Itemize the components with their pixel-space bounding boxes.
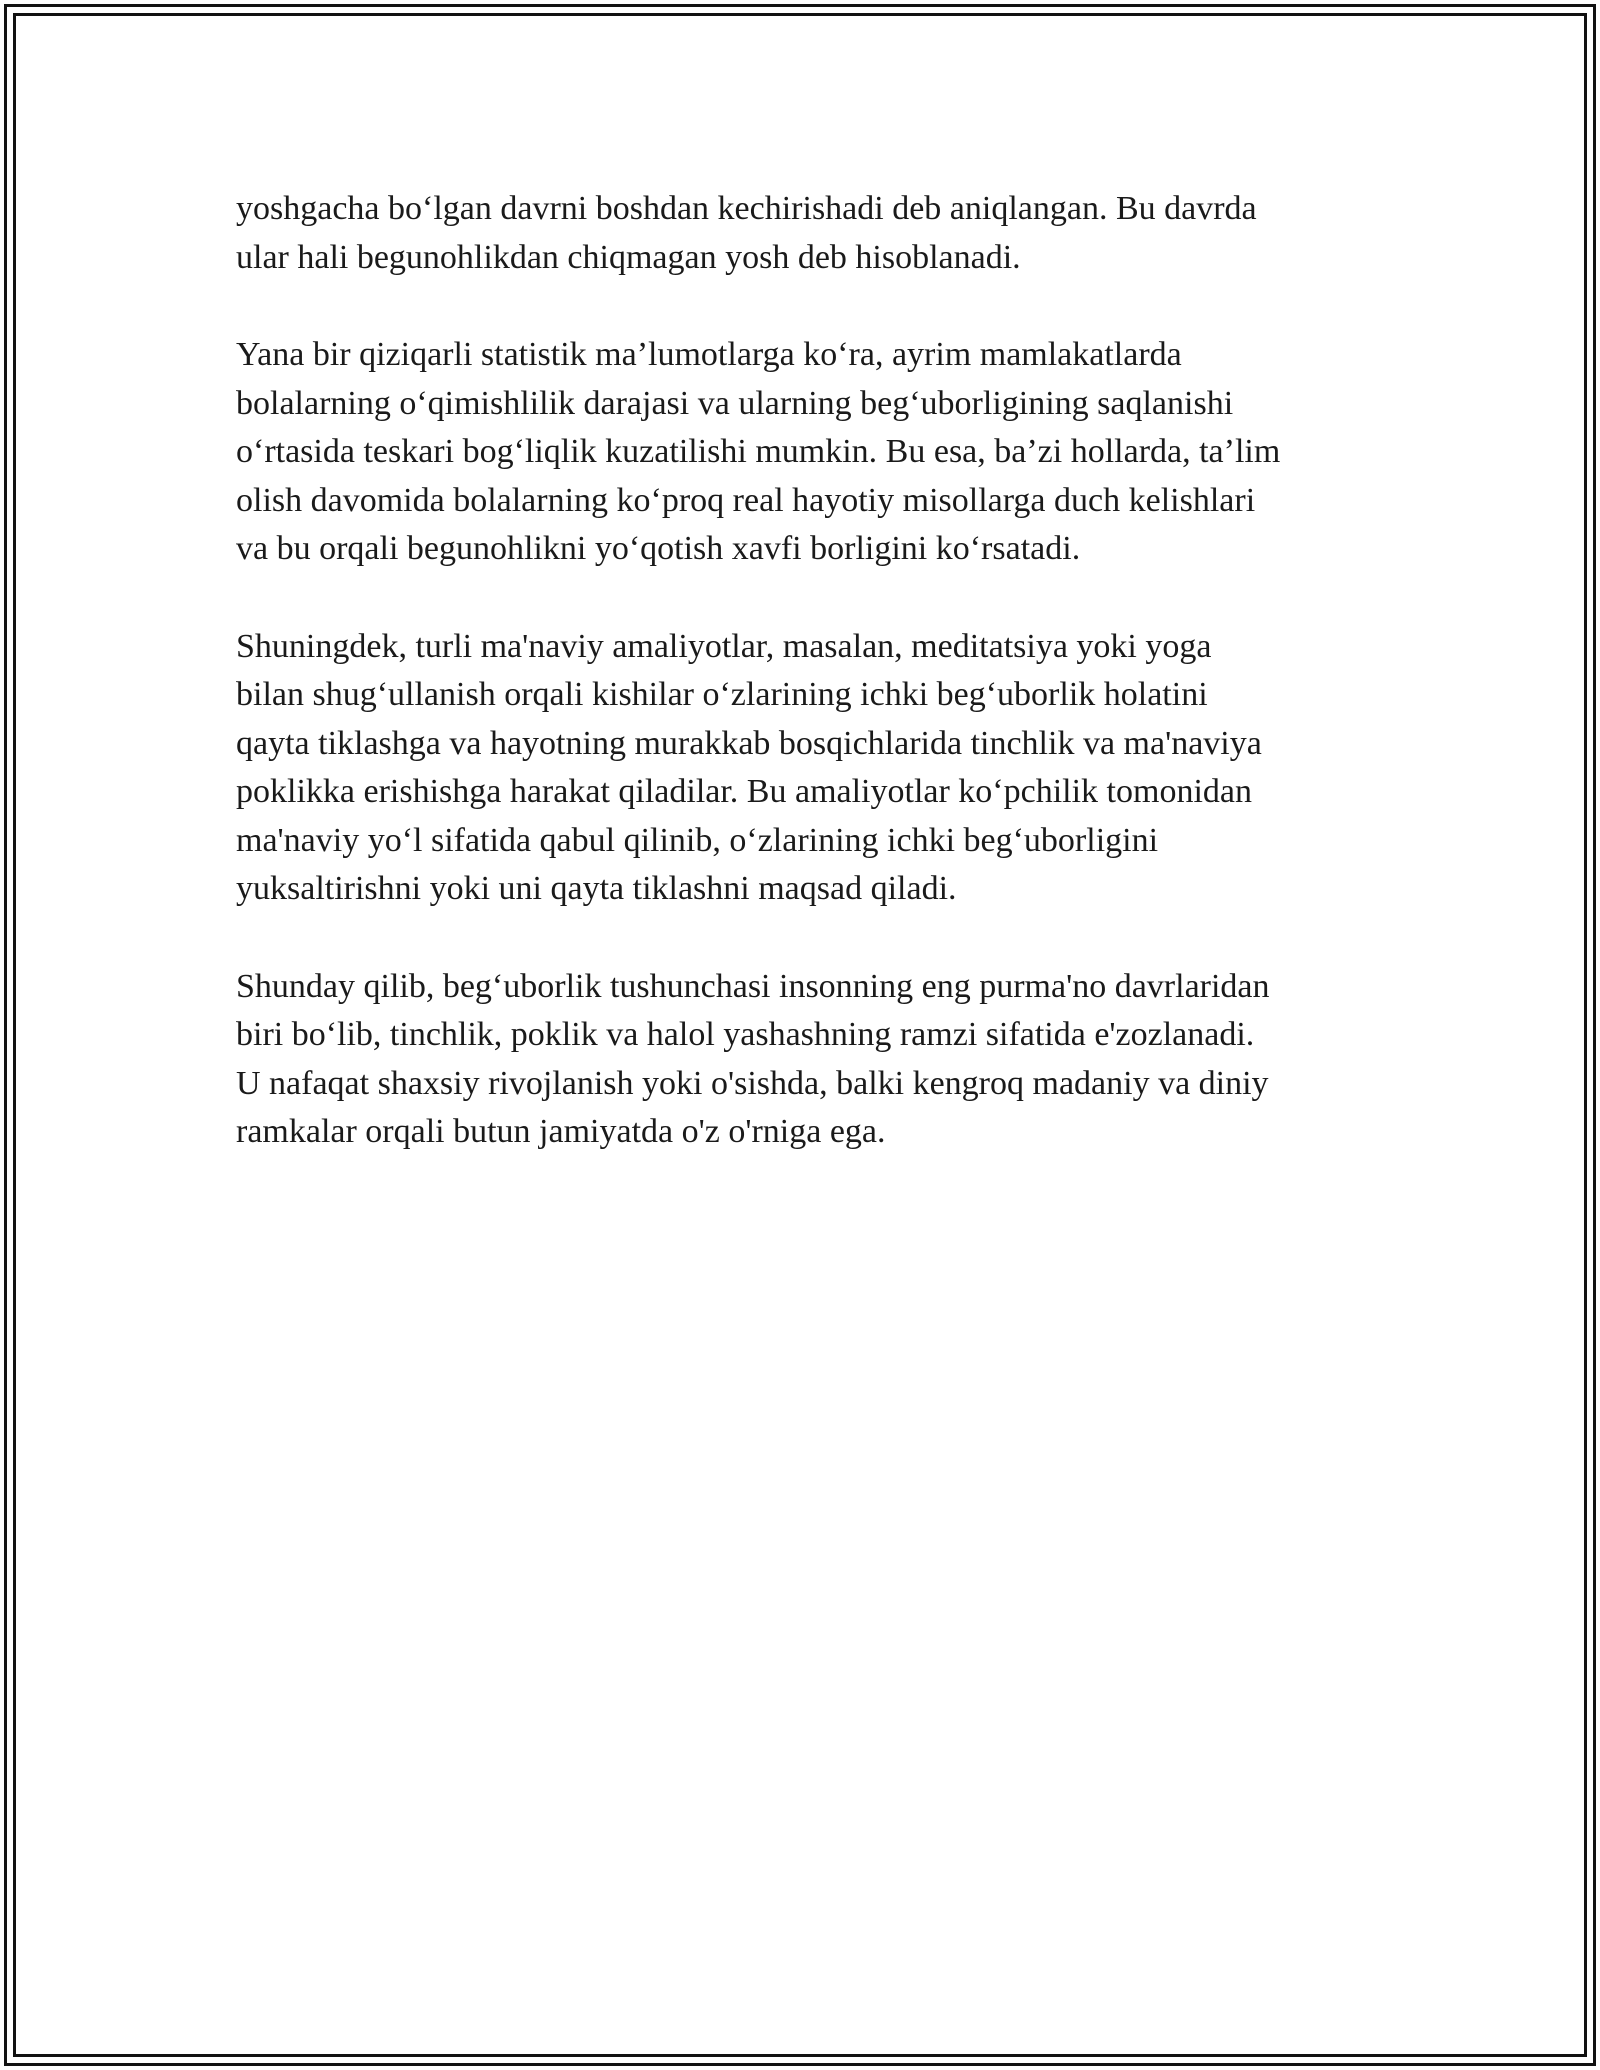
text-line: bilan shug‘ullanish orqali kishilar o‘zlarining ichki beg‘uborlik holatini [236, 676, 1208, 713]
text-line: bolalarning o‘qimishlilik darajasi va ularning beg‘uborligining saqlanishi [236, 384, 1234, 422]
document-body [236, 185, 1376, 1206]
text-line: biri bo‘lib, tinchlik, poklik va halol yashashning ramzi sifatida e'zozlanadi. [236, 1016, 1255, 1053]
text-line: o‘rtasida teskari bog‘liqlik kuzatilishi mumkin. Bu esa, ba’zi hollarda, ta’lim [236, 433, 1281, 470]
text-line: ular hali begunohlikdan chiqmagan yosh deb hisoblanadi. [236, 238, 1021, 276]
text-line: yoshgacha bo‘lgan davrni boshdan kechirishadi deb aniqlangan. Bu davrda [236, 190, 1257, 227]
paragraph-3 [236, 623, 1376, 914]
text-line: yuksaltirishni yoki uni qayta tiklashni maqsad qiladi. [236, 870, 957, 907]
paragraph-2 [236, 331, 1376, 574]
text-line: U nafaqat shaxsiy rivojlanish yoki o'sishda, balki kengroq madaniy va diniy [236, 1064, 1269, 1102]
text-line: Yana bir qiziqarli statistik ma’lumotlarga ko‘ra, ayrim mamlakatlarda [236, 336, 1182, 373]
paragraph-4 [236, 963, 1376, 1157]
text-line: va bu orqali begunohlikni yo‘qotish xavfi borligini ko‘rsatadi. [236, 530, 1081, 567]
text-line: olish davomida bolalarning ko‘proq real hayotiy misollarga duch kelishlari [236, 481, 1256, 519]
text-line: Shuningdek, turli ma'naviy amaliyotlar, masalan, meditatsiya yoki yoga [236, 627, 1212, 665]
text-line: ramkalar orqali butun jamiyatda o'z o'rniga ega. [236, 1113, 886, 1150]
text-line: ma'naviy yo‘l sifatida qabul qilinib, o‘zlarining ichki beg‘uborligini [236, 821, 1159, 859]
paragraph-1 [236, 185, 1376, 282]
text-line: qayta tiklashga va hayotning murakkab bosqichlarida tinchlik va ma'naviya [236, 724, 1262, 762]
text-line: poklikka erishishga harakat qiladilar. Bu amaliyotlar ko‘pchilik tomonidan [236, 773, 1252, 810]
text-line: Shunday qilib, beg‘uborlik tushunchasi insonning eng purma'no davrlaridan [236, 967, 1270, 1005]
